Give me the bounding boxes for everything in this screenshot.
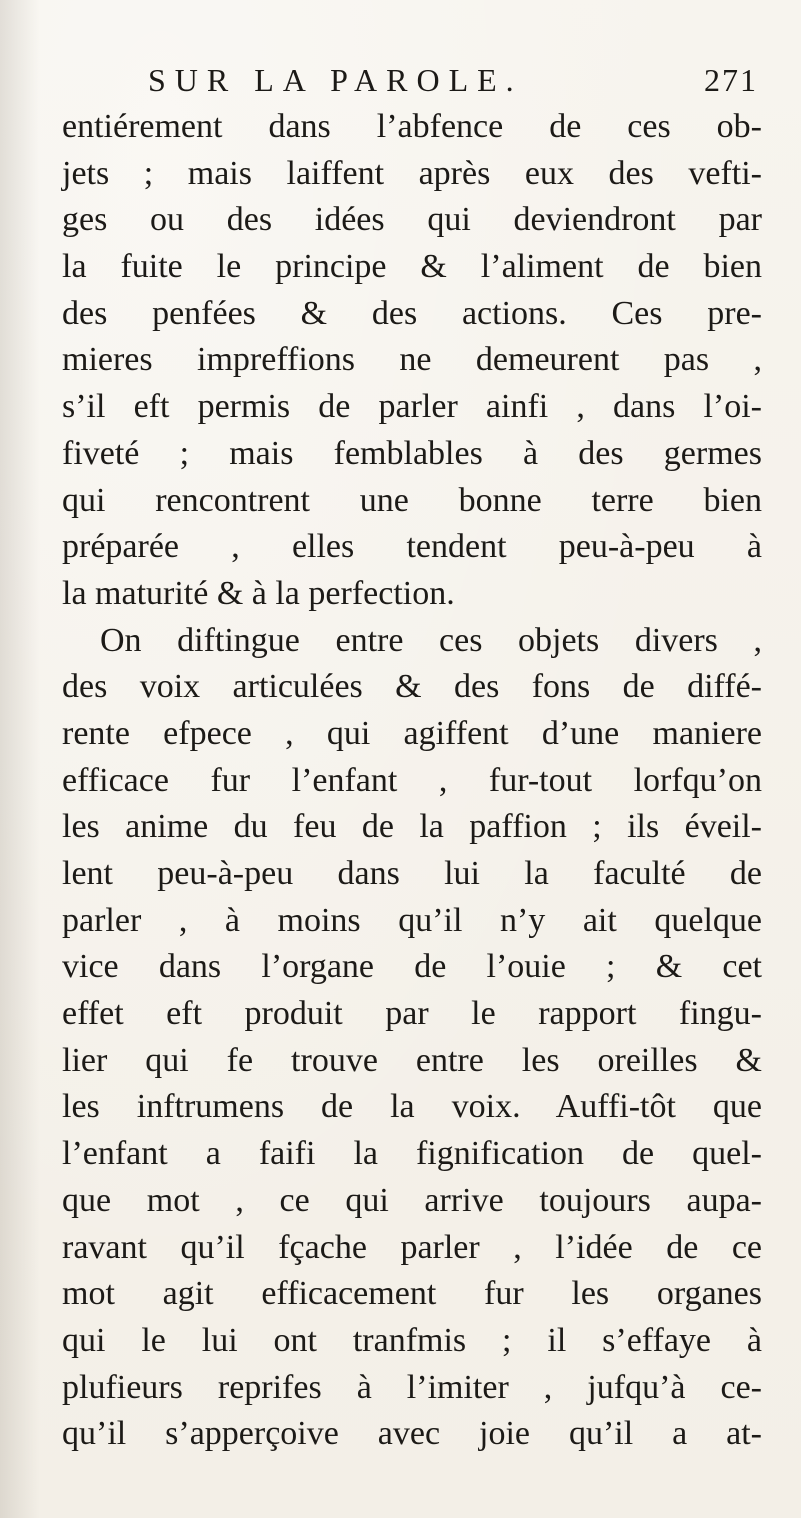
text-line: plufieurs reprifes à l’imiter , jufqu’à ce- (62, 1368, 762, 1406)
text-line: ges ou des idées qui deviendront par (62, 201, 762, 239)
text-line: jets ; mais laiffent après eux des vefti- (62, 154, 762, 192)
body-text (62, 104, 762, 1458)
text-line: effet eft produit par le rapport fingu- (62, 995, 762, 1033)
text-line: entiérement dans l’abfence de ces ob- (62, 108, 762, 145)
text-line: les inftrumens de la voix. Auffi-tôt que (62, 1088, 762, 1126)
page-number: 271 (704, 62, 758, 98)
text-line: qui le lui ont tranfmis ; il s’effaye à (62, 1321, 762, 1359)
text-line: mieres impreffions ne demeurent pas , (62, 341, 762, 379)
text-line: parler , à moins qu’il n’y ait quelque (62, 901, 762, 939)
text-line: s’il eft permis de parler ainfi , dans l’oi- (62, 388, 762, 426)
text-line: rente efpece , qui agiffent d’une maniere (62, 714, 762, 752)
text-line: qu’il s’apperçoive avec joie qu’il a at- (62, 1415, 762, 1453)
text-line: préparée , elles tendent peu-à-peu à (62, 528, 762, 566)
text-line: des penfées & des actions. Ces pre- (62, 294, 762, 332)
text-line: que mot , ce qui arrive toujours aupa- (62, 1181, 762, 1219)
running-head (148, 62, 758, 106)
text-line: mot agit efficacement fur les organes (62, 1275, 762, 1313)
gutter-shadow (0, 0, 40, 1518)
text-line: efficace fur l’enfant , fur-tout lorfqu’on (62, 761, 762, 799)
text-line: la fuite le principe & l’aliment de bien (62, 248, 762, 286)
text-line: lier qui fe trouve entre les oreilles & (62, 1041, 762, 1079)
running-title: SUR LA PAROLE. (148, 62, 523, 98)
text-line: la maturité & à la perfection. (62, 574, 455, 612)
text-line: ravant qu’il fçache parler , l’idée de ce (62, 1228, 762, 1266)
text-line: les anime du feu de la paffion ; ils éveil- (62, 808, 762, 846)
paragraph-start-line: On diftingue entre ces objets divers , (100, 621, 762, 659)
text-line: fiveté ; mais femblables à des germes (62, 434, 762, 472)
text-line: des voix articulées & des fons de diffé- (62, 668, 762, 706)
text-line: vice dans l’organe de l’ouie ; & cet (62, 948, 762, 986)
text-line: qui rencontrent une bonne terre bien (62, 481, 762, 519)
text-line: l’enfant a faifi la fignification de quel- (62, 1135, 762, 1173)
text-line: lent peu-à-peu dans lui la faculté de (62, 855, 762, 892)
